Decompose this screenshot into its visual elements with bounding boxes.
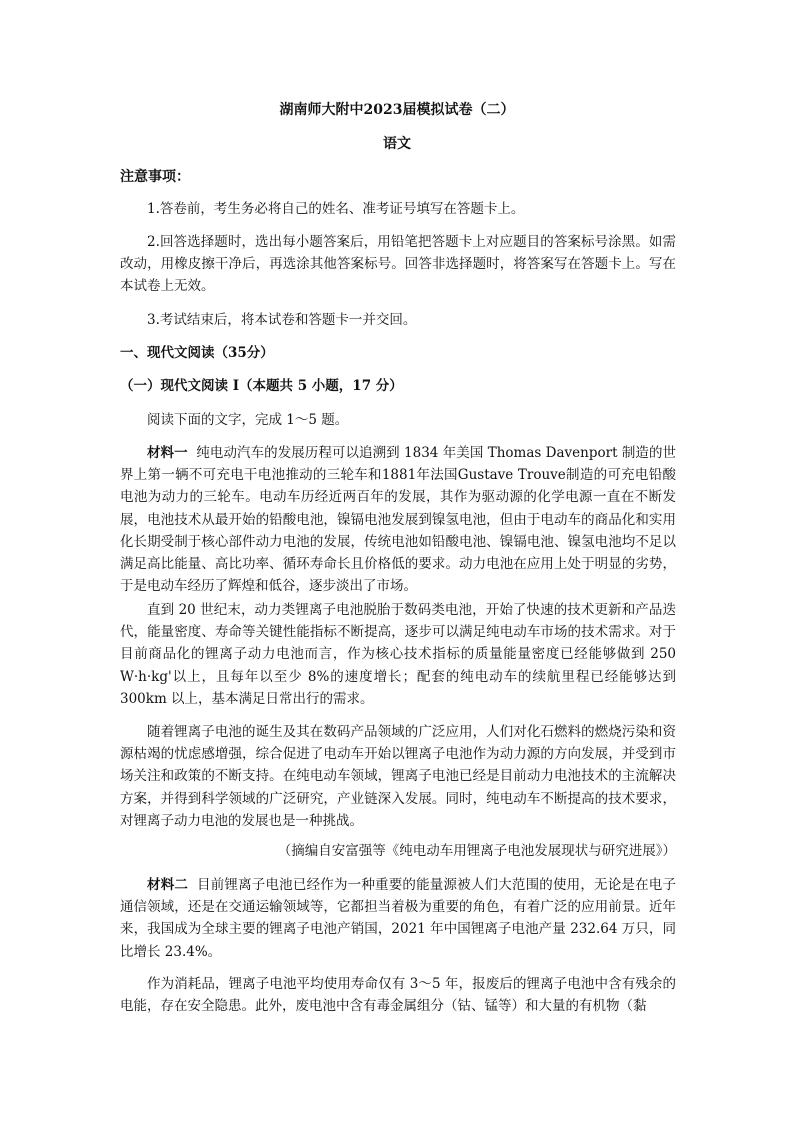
material2-paragraph-2: 作为消耗品，锂离子电池平均使用寿命仅有 3～5 年，报废后的锂离子电池中含有残余的电能，存在安全隐患。此外，废电池中含有毒金属组分（钴、锰等）和大量的有机物（黏 bbox=[120, 976, 676, 1015]
material1-paragraph-2: 直到 20 世纪末，动力类锂离子电池脱胎于数码类电池，开始了快速的技术更新和产品迭代，能量密度、寿命等关键性能指标不断提高，逐步可以满足纯电动车市场的技术需求。对于目前商品化的锂离子动力电池而言，作为核心技术指标的质量能量密度已经能够做到 250 W·h·kg'以上，且每年以至少 8%的速度增长；配套的纯电动车的续航里程已经能够达到 300km 以上，基本满足日常出行的需求。 bbox=[120, 602, 676, 707]
notice-heading: 注意事项： bbox=[120, 169, 190, 185]
material1-source: （摘编自安富强等《纯电动车用锂离子电池发展现状与研究进展》） bbox=[277, 843, 676, 859]
section-heading: 一、现代文阅读（35分） bbox=[120, 345, 274, 361]
material2-paragraph-1 bbox=[120, 874, 676, 963]
notice-item-3: 3.考试结束后，将本试卷和答题卡一并交回。 bbox=[147, 312, 417, 328]
material1-paragraph-1-text: 纯电动汽车的发展历程可以追溯到 1834 年美国 Thomas Davenport 制造的世界上第一辆不可充电干电池推动的三轮车和1881年法国Gustave Trouve制造的可充电铅酸电池为动力的三轮车。电动车历经近两百年的发展，其作为驱动源的化学电源一直在不断发展，电池技术从最开始的铅酸电池，镍镉电池发展到镍氢电池，但由于电动车的商品化和实用化长期受制于核心部件动力电池的发展，传统电池如铅酸电池、镍镉电池、镍氢电池均不足以满足高比能量、高比功率、循环寿命长且价格低的要求。动力电池在应用上处于明显的劣势，于是电动车经历了辉煌和低谷，逐步淡出了市场。 bbox=[120, 445, 677, 595]
material2-paragraph-1-text: 目前锂离子电池已经作为一种重要的能量源被人们大范围的使用，无论是在电子通信领域，还是在交通运输领域等，它都担当着极为重要的角色，有着广泛的应用前景。近年来，我国成为全球主要的锂离子电池产销国，2021 年中国锂离子电池产量 232.64 万只，同比增长 23.4%。 bbox=[120, 877, 677, 960]
material2-label: 材料二 bbox=[147, 877, 189, 893]
exam-title: 湖南师大附中2023届模拟试卷（二） bbox=[279, 102, 515, 118]
material1-paragraph-3: 随着锂离子电池的诞生及其在数码产品领域的广泛应用，人们对化石燃料的燃烧污染和资源枯竭的忧虑感增强，综合促进了电动车开始以锂离子电池作为动力源的方向发展，并受到市场关注和政策的不断支持。在纯电动车领域，锂离子电池已经是目前动力电池技术的主流解决方案，并得到科学领域的广泛研究，产业链深入发展。同时，纯电动车不断提高的技术要求，对锂离子动力电池的发展也是一种挑战。 bbox=[120, 724, 676, 829]
material1-paragraph-1 bbox=[120, 442, 676, 597]
subject-title: 语文 bbox=[383, 136, 411, 152]
notice-item-1: 1.答卷前，考生务必将自己的姓名、准考证号填写在答题卡上。 bbox=[147, 201, 525, 217]
notice-item-2: 2.回答选择题时，选出每小题答案后，用铅笔把答题卡上对应题目的答案标号涂黑。如需改动，用橡皮擦干净后，再选涂其他答案标号。回答非选择题时，将答案写在答题卡上。写在本试卷上无效。 bbox=[120, 234, 676, 295]
reading-instruction: 阅读下面的文字，完成 1～5 题。 bbox=[147, 412, 349, 428]
section-subheading: （一）现代文阅读 I（本题共 5 小题，17 分） bbox=[120, 378, 403, 394]
material1-label: 材料一 bbox=[147, 445, 188, 461]
